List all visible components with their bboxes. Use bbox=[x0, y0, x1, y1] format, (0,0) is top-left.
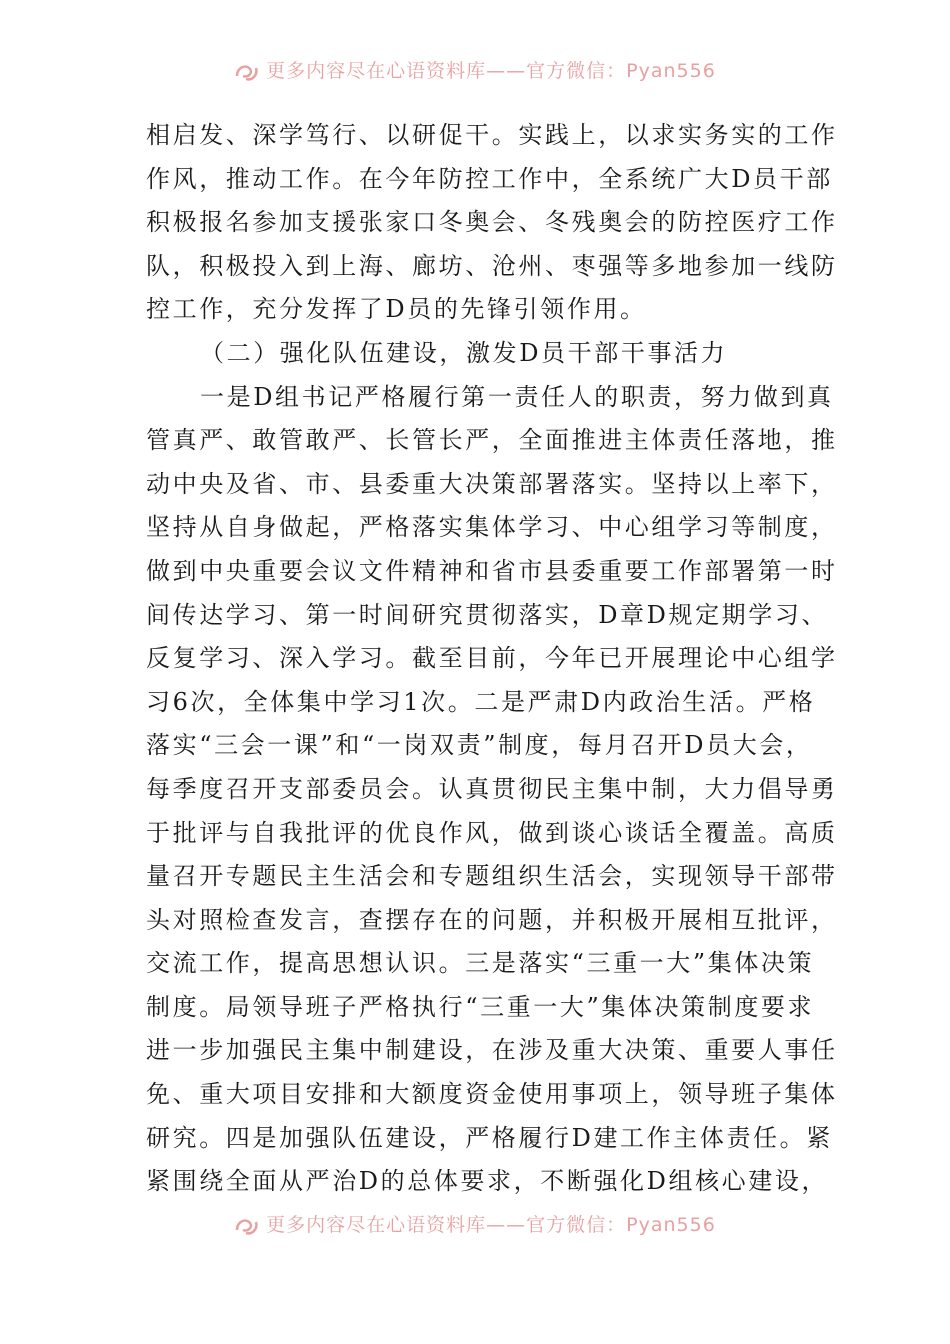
text-line: 进一步加强民主集中制建设，在涉及重大决策、重要人事任 bbox=[146, 1036, 838, 1065]
text-line: 落实“三会一课”和“一岗双责”制度，每月召开D员大会， bbox=[146, 731, 813, 760]
text-line: 每季度召开支部委员会。认真贯彻民主集中制，大力倡导勇 bbox=[146, 774, 838, 803]
text-line: 作风，推动工作。在今年防控工作中，全系统广大D员干部 bbox=[146, 164, 833, 193]
text-line: 于批评与自我批评的优良作风，做到谈心谈话全覆盖。高质 bbox=[146, 818, 838, 847]
document-body bbox=[146, 114, 838, 1204]
watermark-text: 更多内容尽在心语资料库——官方微信：Pyan556 bbox=[266, 1214, 716, 1236]
text-line: 间传达学习、第一时间研究贯彻落实，D章D规定期学习、 bbox=[146, 600, 829, 629]
text-line: 量召开专题民主生活会和专题组织生活会，实现领导干部带 bbox=[146, 862, 838, 891]
text-line: 制度。局领导班子严格执行“三重一大”集体决策制度要求 bbox=[146, 992, 815, 1021]
text-line: 研究。四是加强队伍建设，严格履行D建工作主体责任。紧 bbox=[146, 1123, 833, 1152]
section-heading: （二）强化队伍建设，激发D员干部干事活力 bbox=[200, 338, 728, 367]
text-line: 做到中央重要会议文件精神和省市县委重要工作部署第一时 bbox=[146, 556, 838, 585]
text-line: 免、重大项目安排和大额度资金使用事项上，领导班子集体 bbox=[146, 1080, 838, 1109]
watermark-header bbox=[0, 56, 950, 83]
text-line: 头对照检查发言，查摆存在的问题，并积极开展相互批评， bbox=[146, 905, 838, 934]
text-line: 反复学习、深入学习。截至目前，今年已开展理论中心组学 bbox=[146, 644, 838, 673]
text-line: 坚持从自身做起，严格落实集体学习、中心组学习等制度， bbox=[146, 513, 838, 542]
text-line: 交流工作，提高思想认识。三是落实“三重一大”集体决策 bbox=[146, 949, 815, 978]
text-line: 管真严、敢管敢严、长管长严，全面推进主体责任落地，推 bbox=[146, 426, 838, 455]
text-line: 习6次，全体集中学习1次。二是严肃D内政治生活。严格 bbox=[146, 687, 816, 716]
text-line: 动中央及省、市、县委重大决策部署落实。坚持以上率下， bbox=[146, 469, 838, 498]
text-line: 队，积极投入到上海、廊坊、沧州、枣强等多地参加一线防 bbox=[146, 251, 838, 280]
watermark-text: 更多内容尽在心语资料库——官方微信：Pyan556 bbox=[266, 60, 716, 82]
text-line: 相启发、深学笃行、以研促干。实践上，以求实务实的工作 bbox=[146, 121, 838, 149]
text-line: 一是D组书记严格履行第一责任人的职责，努力做到真 bbox=[200, 382, 834, 411]
logo-icon bbox=[234, 1215, 260, 1237]
logo-icon bbox=[234, 61, 260, 83]
text-line: 紧围绕全面从严治D的总体要求，不断强化D组核心建设， bbox=[146, 1167, 829, 1196]
watermark-footer bbox=[0, 1210, 950, 1237]
text-line: 控工作，充分发挥了D员的先锋引领作用。 bbox=[146, 295, 647, 324]
text-line: 积极报名参加支援张家口冬奥会、冬残奥会的防控医疗工作 bbox=[146, 208, 838, 237]
